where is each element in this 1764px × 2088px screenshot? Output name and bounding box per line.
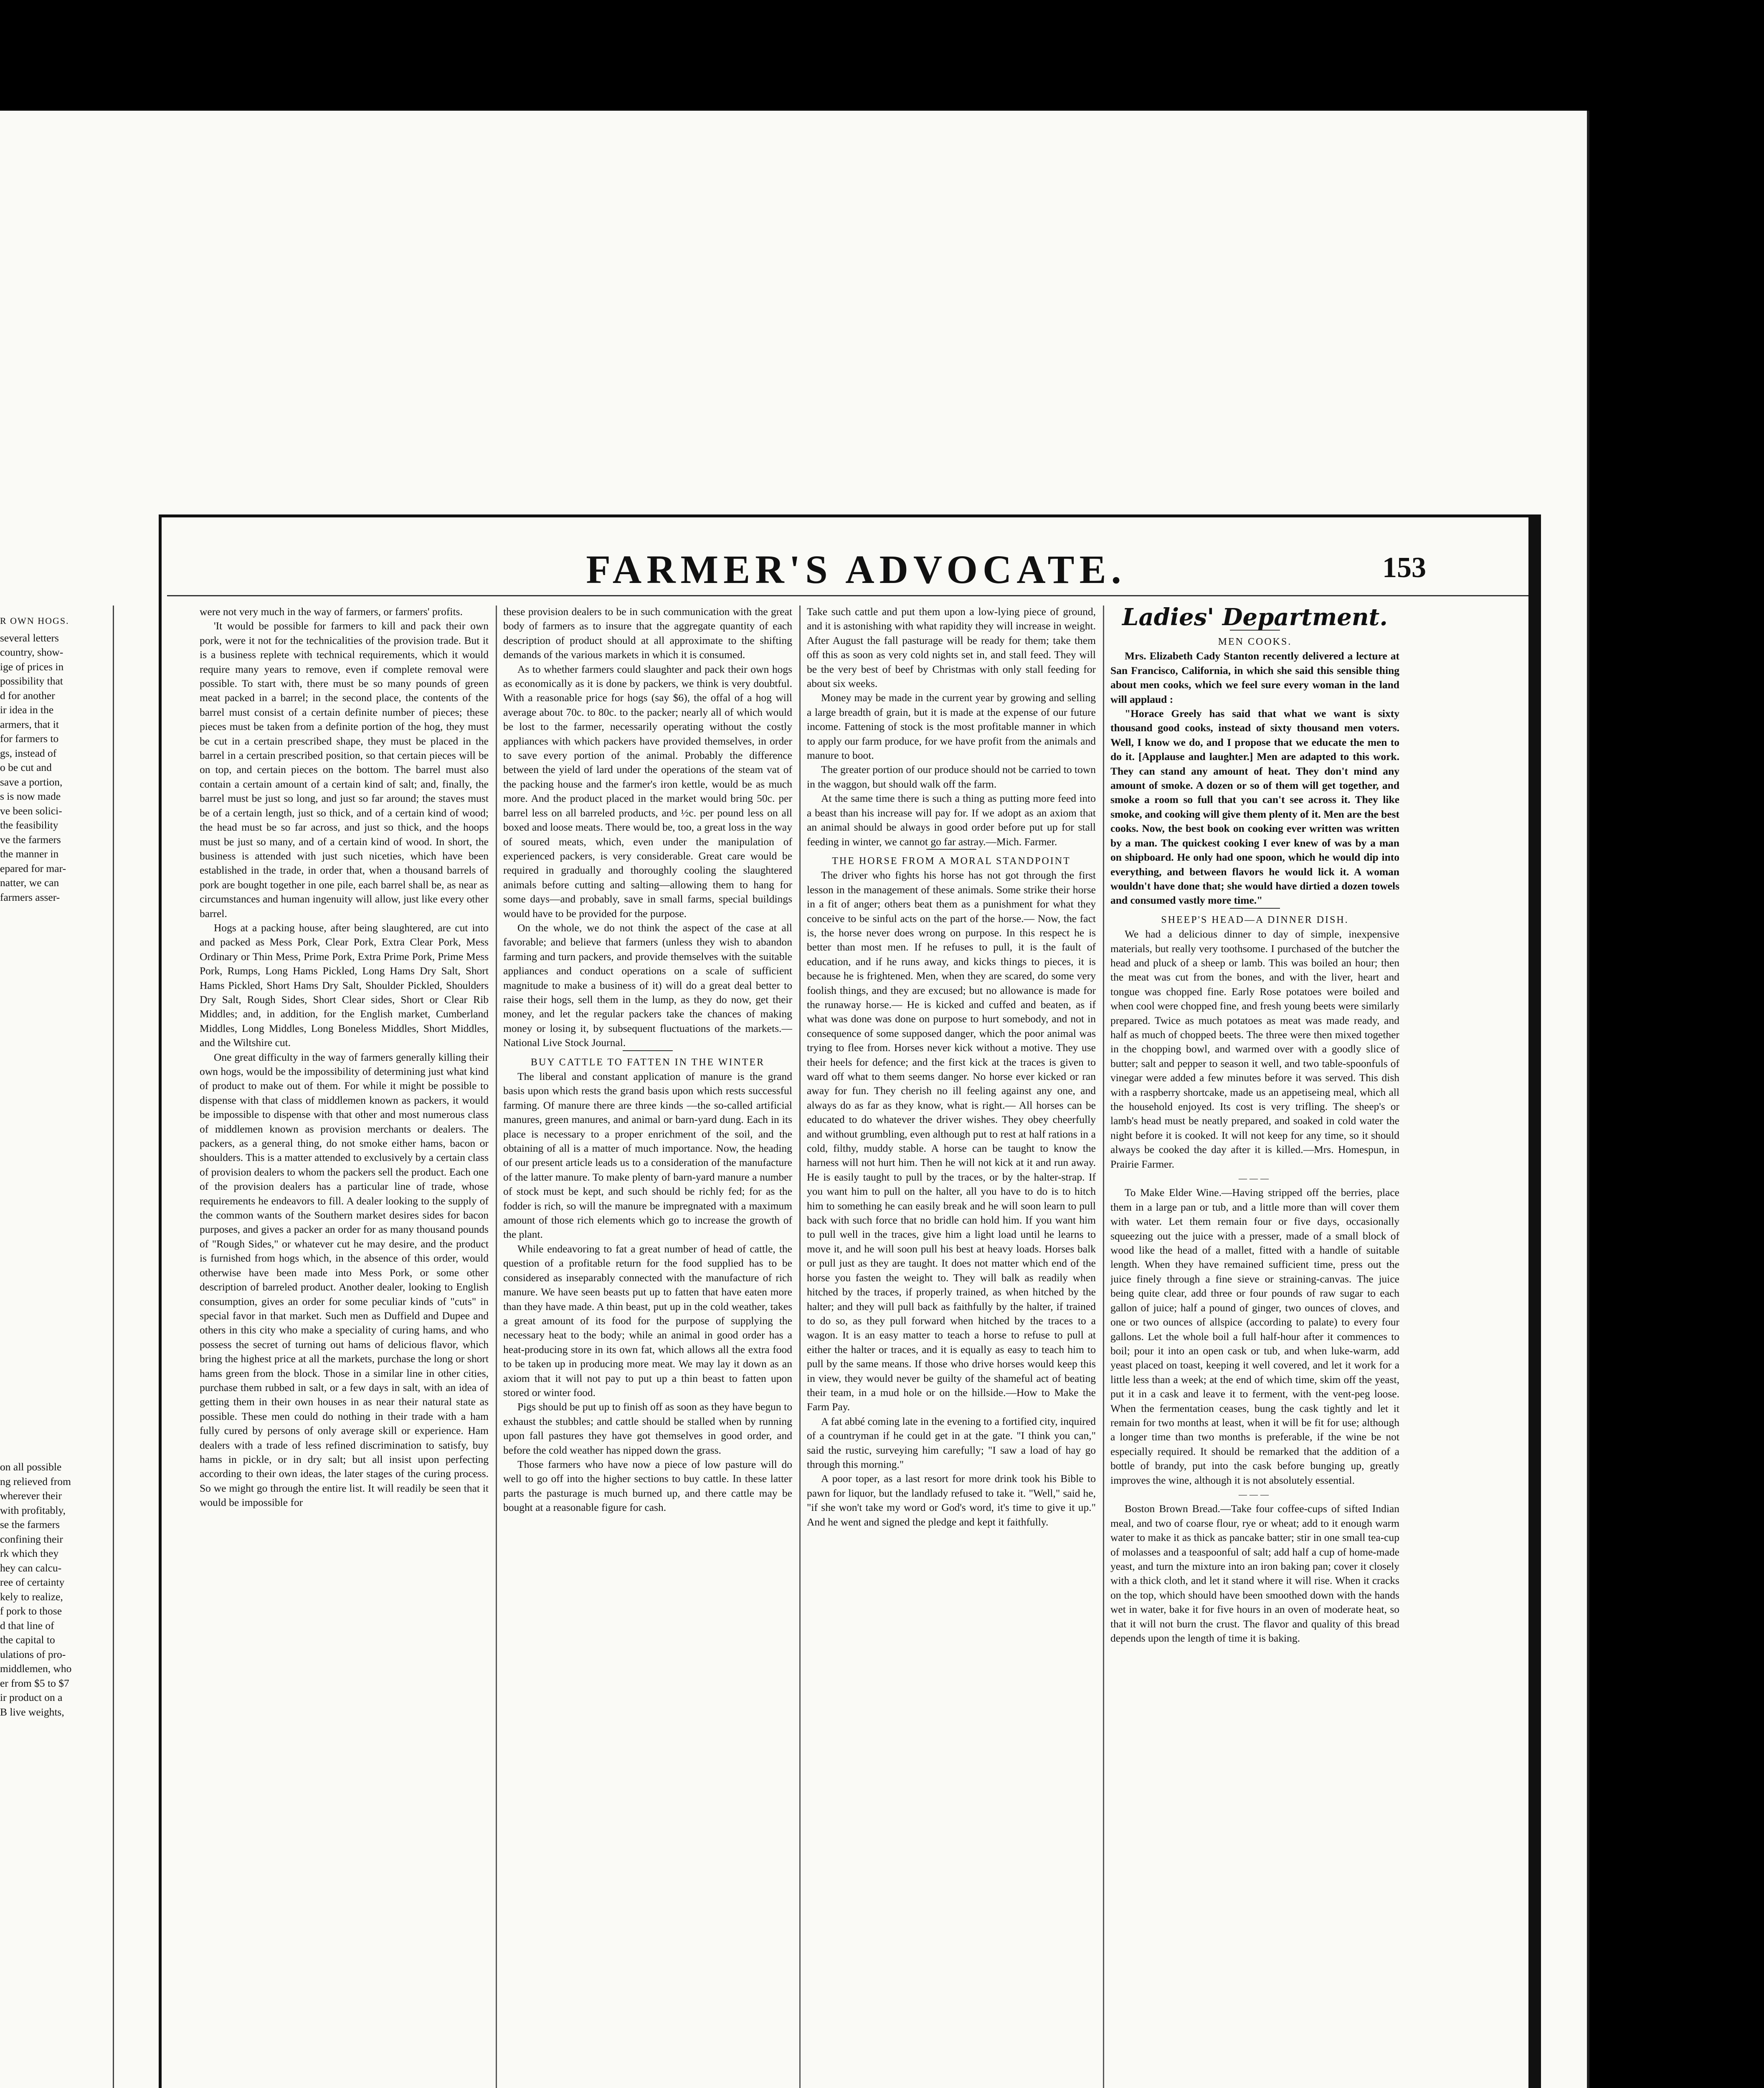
article-paragraph: were not very much in the way of farmers, or farmers' profits. <box>200 606 463 618</box>
fragment-line: middlemen, who <box>0 1662 72 1675</box>
column-2 <box>503 605 792 2088</box>
fragment-line: save a portion, <box>0 775 63 788</box>
fragment-line: ir product on a <box>0 1691 63 1703</box>
fragment-line: natter, we can <box>0 877 59 889</box>
elder-wine-text: To Make Elder Wine.—Having stripped off the berries, place them in a large pan or tub, and a little more than will cover them with water. Let them remain four or five days, occasionally squeezing out the juice with a presser, made of a small block of wood like the head of a mallet, fitted with a handle of suitable length. When they have remained sufficient time, press out the juice finely through a fine sieve or straining-canvas. The juice being quite clear, add three or four pounds of raw sugar to each gallon of juice; half a pound of ginger, two ounces of cloves, and one or two ounces of allspice (according to palate) to every four gallons. Let the whole boil a full half-hour after it commences to boil; pour it into an open cask or tub, and when luke-warm, add yeast placed on toast, keeping it well covered, and let it work for a little less than a week; at the end of which time, skim off the yeast, put it in a cask and leave it to ferment, with the vent-peg loose. When the fermentation ceases, bung the cask tightly and let it remain for two months at least, when it will be fit for use; although a longer time than two months is preferable, if the wine be not especially required. It should be remarked that the addition of a bottle of brandy, put into the cask before bunging up, greatly improves the wine, although it is not absolutely essential. <box>1110 1186 1399 1486</box>
fragment-line: f pork to those <box>0 1605 62 1617</box>
fragment-line: ree of certainty <box>0 1576 65 1588</box>
fragment-line: d for another <box>0 689 55 702</box>
column-separator <box>799 606 801 2088</box>
fragment-upper-text <box>0 631 109 905</box>
fragment-line: several letters <box>0 631 59 644</box>
fragment-line: B live weights, <box>0 1705 64 1718</box>
section-heading: BUY CATTLE TO FATTEN IN THE WINTER <box>503 1050 792 1069</box>
fragment-heading: R OWN HOGS. <box>0 616 69 626</box>
fragment-line: rk which they <box>0 1547 59 1559</box>
fragment-line: for farmers to <box>0 732 59 745</box>
fragment-line: epared for mar- <box>0 862 66 874</box>
fragment-line: se the farmers <box>0 1518 60 1531</box>
article-paragraph: On the whole, we do not think the aspect of the case at all favorable; and believe that farmers (unless they wish to abandon farming and turn packers, and provide themselves with the suitable appliances and conduct operations on a scale of sufficient magnitude to make a business of it) will do a great deal better to raise their hogs, sell them in the lump, as they do now, get their money, and let the regular packers take the chances of making money or losing it, by subsequent fluctuations of the markets.—National Live Stock Journal. <box>503 921 792 1049</box>
article-paragraph: Hogs at a packing house, after being slaughtered, are cut into and packed as Mess Pork, Clear Pork, Extra Clear Pork, Mess Ordinary or Thin Mess, Prime Pork, Extra Prime Pork, Prime Mess Pork, Rumps, Long Hams Pickled, Long Hams Dry Salt, Short Hams Pickled, Short Hams Dry Salt, Shoulder Pickled, Shoulders Dry Salt, Rough Sides, Short Clear sides, Short or Clear Rib Middles; and, in addition, for the English market, Cumberland Middles, Long Middles, Long Boneless Middles, Short Middles, and the Wiltshire cut. <box>200 921 489 1049</box>
brown-bread-text: Boston Brown Bread.—Take four coffee-cups of sifted Indian meal, and two of coarse flour, rye or wheat; add to it enough warm water to make it as thick as pancake batter; stir in one small tea-cup of molasses and a teaspoonful of salt; add half a cup of home-made yeast, and turn the mixture into an iron baking pan; cover it closely with a thick cloth, and let it stand where it will rise. When it cracks on the top, which should have been smoothed down with the hands wet in water, bake it for five hours in an oven of moderate heat, so that it will not burn the crust. The flavor and quality of this bread depends upon the length of time it is baking. <box>1110 1503 1399 1645</box>
fragment-line: ve the farmers <box>0 833 61 846</box>
column-separator <box>1103 606 1104 2088</box>
section-heading: THE HORSE FROM A MORAL STANDPOINT <box>807 849 1096 868</box>
article-paragraph: Money may be made in the current year by growing and selling a large breadth of grain, but it is made at the expense of our future income. Fattening of stock is the most profitable manner in which to apply our farm produce, for we have profit from the animals and manure to boot. <box>807 692 1096 762</box>
department-title: Ladies' Department. <box>1122 605 1388 631</box>
column-separator <box>496 606 497 2088</box>
fragment-line: gs, instead of <box>0 747 57 759</box>
sheeps-head-text: We had a delicious dinner to day of simple, inexpensive materials, but really very toothsome. I purchased of the butcher the head and pluck of a sheep or lamb. This was boiled an hour; then the meat was cut from the bones, and with the liver, heart and tongue was chopped fine. Early Rose potatoes were boiled and when cool were chopped fine, and fresh young beets were similarly prepared. Twice as much potatoes as meat was made ready, and half as much of chopped beets. The three were then mixed together in the chopping bowl, and warmed over with a goodly slice of butter; salt and pepper to season it well, and two table-spoonfuls of vinegar were added a few minutes before it was served. This dish with a raspberry shortcake, made us an appetiseing meal, which all the household enjoyed. Its cost is very trifling. The sheep's or lamb's head must be neatly prepared, and soaked in cold water the night before it is cooked. It will not keep for any time, so it should always be cooked the day after it is killed.—Mrs. Homespun, in Prairie Farmer. <box>1110 928 1399 1170</box>
fragment-line: the feasibility <box>0 819 58 831</box>
fragment-line: d that line of <box>0 1619 54 1632</box>
article-paragraph: A poor toper, as a last resort for more drink took his Bible to pawn for liquor, but the landlady refused to take it. "Well," said he, "if she won't take my word or God's word, it's time to give it up." And he went and signed the pledge and kept it faithfully. <box>807 1472 1096 1528</box>
article-paragraph: Those farmers who have now a piece of low pasture will do well to go off into the higher sections to buy cattle. In these latter parts the pasturage is much burned up, and there cattle may be bought at a reasonable figure for cash. <box>503 1458 792 1514</box>
article-paragraph: Take such cattle and put them upon a low-lying piece of ground, and it is astonishing with what rapidity they will increase in weight. After August the fall pasturage will be ready for them; take them off this as soon as very cold nights set in, and stall feed. They will be the very best of beef by Christmas with only stall feeding for about six weeks. <box>807 606 1096 690</box>
article-paragraph: One great difficulty in the way of farmers generally killing their own hogs, would be the impossibility of determining just what kind of product to make out of them. For while it might be possible to dispense with that class of middlemen known as packers, it would be impossible to dispense with that other and most numerous class of middlemen known as provision merchants or dealers. The packers, as a general thing, do not smoke either hams, bacon or shoulders. This is a matter attended to exclusively by a certain class of provision dealers to whom the packers sell the product. Each one of the provision dealers has a particular line of trade, whose requirements he endeavors to fill. A dealer looking to the supply of the common wants of the Southern market desires sides for bacon purposes, and gives a packer an order for as many thousand pounds of "Rough Sides," or whatever cut he may desire, and the product is furnished from hogs which, in the absence of this order, would otherwise have been made into Mess Pork, or some other description of barreled product. Another dealer, looking to English consumption, gives an order for some peculiar kinds of "cuts" in special favor in that market. Such men as Duffield and Dupee and others in this city who make a speciality of curing hams, and who possess the secret of turning out hams of delicious flavor, which bring the highest price at all the markets, purchase the long or short hams green from the block. Those in a similar line in other cities, purchase them rubbed in salt, or a few days in salt, with an idea of getting them in their own houses in as near their natural state as possible. These men could do nothing in their trade with a ham fully cured by persons of only average skill or experience. Ham dealers with a trade of less refined discrimination to satisfy, buy hams in pickle, or in dry salt; but all insist upon perfecting according to their own ideas, the later stages of the curing process. So we might go through the entire list. It will readily be seen that it would be impossible for <box>200 1051 489 1509</box>
fragment-line: farmers asser- <box>0 891 60 903</box>
article-paragraph: these provision dealers to be in such communication with the great body of farmers as to insure that the aggregate quantity of each description of product should at all approximate to the shifting demands of the various markets in which it is consumed. <box>503 606 792 661</box>
header-rule <box>167 595 1528 596</box>
fragment-line: hey can calcu- <box>0 1561 62 1574</box>
fragment-line: possibility that <box>0 675 63 687</box>
fragment-line: er from $5 to $7 <box>0 1677 69 1689</box>
fragment-line: country, show- <box>0 646 63 658</box>
page-number: 153 <box>1382 552 1426 584</box>
fragment-line: ir idea in the <box>0 704 54 716</box>
column-3 <box>807 605 1096 2088</box>
article-paragraph: A fat abbé coming late in the evening to a fortified city, inquired of a countryman if he could get in at the gate. "I think you can," said the rustic, surveying him carefully; "I saw a load of hay go through this morning." <box>807 1415 1096 1470</box>
article-paragraph: At the same time there is such a thing as putting more feed into a beast than his increase will pay for. If we adopt as an axiom that an animal should be always in good order before put up for stall feeding in winter, we cannot go far astray.—Mich. Farmer. <box>807 792 1096 848</box>
fragment-line: ulations of pro- <box>0 1648 66 1660</box>
sheeps-head-heading: SHEEP'S HEAD—A DINNER DISH. <box>1110 908 1399 927</box>
masthead-title: FARMER'S ADVOCATE. <box>586 547 1126 592</box>
article-paragraph: The driver who fights his horse has not got through the first lesson in the management of these animals. Some strike their horse in a fit of anger; others beat them as a punishment for what they conceive to be sinful acts on the part of the horse.— Now, the fact is, the horse never does wrong on purpose. In this respect he is better than most men. If he refuses to pull, it is the fault of education, and if he runs away, and kicks things to pieces, it is because he is frightened. Men, when they are scared, do some very foolish things, and they are excused; but no allowance is made for the runaway horse.— He is kicked and cuffed and beaten, as if what was done was done on purpose to hurt somebody, and not in consequence of some supposed danger, which the poor animal was trying to flee from. Horses never kick without a motive. They use their heels for defence; and the first kick at the traces is given to ward off what to them seems danger. No horse ever kicked or ran away for fun. They cherish no ill feeling against any one, and always do as far as they know, what is right.— All horses can be educated to do whatever the driver wishes. They obey cheerfully and without grumbling, even although put to rest at half rations in a cold, filthy, muddy stable. A horse can be taught to know the harness will not hurt him. Then he will not kick at it and run away. He is easily taught to pull by the traces, or by the halter-strap. If you want him to pull on the halter, all you have to do is to hitch him to something he can easily break and he will soon learn to pull back with such force that no bridle can hold him. If you want him to pull well in the traces, give him a light load until he learns to move it, and he will soon pull his best at heavy loads. Horses balk or pull just as they are taught. It does not matter which end of the horse you fasten the weight to. They will balk as readily when hitched by the traces, if properly trained, as when hitched by the halter; and they will pull back as faithfully by the halter, if trained to do so, as they pull forward when hitched by the traces to a wagon. It is an easy matter to teach a horse to refuse to pull at either the halter or traces, and it is equally as easy to teach him to pull by the same means. If those who drive horses would keep this in view, they would never be guilty of the shameful act of beating their team, in a mud hole or on the hillside.—How to Make the Farm Pay. <box>807 869 1096 1413</box>
article-paragraph: While endeavoring to fat a great number of head of cattle, the question of a profitable return for the food supplied has to be considered as inseparably connected with the manufacture of rich manure. We have seen beasts put up to fatten that have eaten more than they have made. A thin beast, put up in the cold weather, takes a great amount of its food for the purpose of supplying the necessary heat to the body; while an animal in good order has a heat-producing store in its own fat, which allows all the extra food to be taken up in producing more meat. We may lay it down as an axiom that it will not pay to put up a thin beast to fatten upon stored or winter food. <box>503 1242 792 1399</box>
article-paragraph: The liberal and constant application of manure is the grand basis upon which rests the grand basis upon which rests successful farming. Of manure there are three kinds —the so-called artificial manures, green manures, and animal or barn-yard dung. Each in its place is necessary to a proper enrichment of the soil, and the obtaining of all is a matter of much importance. Now, the heading of our present article leads us to a consideration of the manufacture of the latter manure. To make plenty of barn-yard manure a number of stock must be kept, and such should be richly fed; for as the fodder is rich, so will the manure be impregnated with a maximum amount of those rich elements which go to increase the growth of the plant. <box>503 1070 792 1241</box>
men-cooks-heading: MEN COOKS. <box>1110 630 1399 649</box>
fragment-rule <box>113 606 114 2088</box>
fragment-line: wherever their <box>0 1490 62 1502</box>
fragment-line: s is now made <box>0 790 61 802</box>
fragment-line: armers, that it <box>0 718 59 730</box>
fragment-line: the capital to <box>0 1634 55 1646</box>
fragment-line: on all possible <box>0 1461 62 1473</box>
article-paragraph: As to whether farmers could slaughter and pack their own hogs as economically as it is done by packers, we think is very doubtful. With a reasonable price for hogs (say $6), the offal of a hog will average about 70c. to 80c. to the packer; nearly all of which would be lost to the farmer, necessarily operating without the costly appliances with which packers have provided themselves, in order to save every portion of the animal. Probably the difference between the yield of lard under the operations of the steam vat of the packing house and the farmer's iron kettle, would be as much more. And the product placed in the market would bring 50c. per barrel less on all barreled products, and ½c. per pound less on all boxed and loose meats. There would be, too, a great loss in the way of soured meats, which, even under the manipulation of experienced packers, is very considerable. Great care would be required in gradually and thoroughly cooling the slaughtered animals before cutting and salting—allowing them to hang for some days—and probably, save in small farms, special buildings would have to be provided for the purpose. <box>503 663 792 920</box>
men-cooks-intro: Mrs. Elizabeth Cady Stanton recently delivered a lecture at San Francisco, California, in which she said this sensible thing about men cooks, which we feel sure every woman in the land will applaud : <box>1110 650 1399 705</box>
article-paragraph: Pigs should be put up to finish off as soon as they have begun to exhaust the stubbles; and cattle should be stalled when by running upon fall pastures they have got themselves in good order, and before the cold weather has nipped down the grass. <box>503 1401 792 1456</box>
fragment-line: o be cut and <box>0 761 52 773</box>
fragment-line: the manner in <box>0 848 59 860</box>
page-edge <box>1587 111 1589 2088</box>
article-paragraph: The greater portion of our produce should not be carried to town in the waggon, but should walk off the farm. <box>807 763 1096 790</box>
previous-page-fragment <box>0 614 109 2088</box>
fragment-line: kely to realize, <box>0 1590 63 1603</box>
fragment-line: confining their <box>0 1533 63 1545</box>
fragment-line: ve been solici- <box>0 804 62 817</box>
article-paragraph: 'It would be possible for farmers to kill and pack their own pork, were it not for the technicalities of the provision trade. But it is a business replete with technical requirements, which it would require many years to remove, even if complete removal were possible. To start with, there must be so many pounds of green meat packed in a barrel; in the second place, the contents of the barrel must consist of a certain definite number of pieces; these pieces must be taken from a definite portion of the hog, they must be cut in a certain prescribed shape, they must be placed in the barrel in a certain prescribed position, so that certain pieces will be on top, and certain pieces on the bottom. The barrel must also contain a certain amount of a certain kind of salt; and, finally, the barrel must be just so long, and just so far around; the staves must be of a certain length, just so thick, and of a certain kind of wood; the head must be so far across, and just so thick, and the hoops must be just so many, and of a certain kind of wood. In short, the business is attended with just such niceties, which have been established in the trade, in order that, when a thousand barrels of pork are bought together in one pile, each barrel shall be, as near as circumstances and human ingenuity will allow, just like every other barrel. <box>200 620 489 920</box>
men-cooks-quote: "Horace Greely has said that what we want is sixty thousand good cooks, instead of sixty thousand men voters. Well, I know we do, and I propose that we educate the men to do it. [Applause and laughter.] Men are adapted to this work. They can stand any amount of heat. They don't mind any amount of smoke. A dozen or so of them will get together, and smoke a room so full that you can't see across it. They like smoke, and cooking will give them plenty of it. Men are the best cooks. Now, the best book on cooking ever written was written by a man. The quickest cooking I ever knew of was by a man on shipboard. He only had one spoon, which he would dip into everything, and between flavors he would lick it. A woman wouldn't have done that; she would have dirtied a dozen towels and consumed vastly more time." <box>1110 707 1399 907</box>
fragment-line: ng relieved from <box>0 1475 71 1487</box>
column-1 <box>200 605 489 2088</box>
column-4-ladies-department: Ladies' Department. MEN COOKS. Mrs. Elizabeth Cady Stanton recently delivered a lecture at San Francisco, California, in which she said this sensible thing about men cooks, which we feel sure every woman in the land will applaud : "Horace Greely has said that what we want is sixty thousand good cooks, instead of sixty thousand men voters. Well, I know we do, and I propose that we educate the men to do it. [Applause and laughter.] Men are adapted to this work. They can stand any amount of heat. They don't mind any amount of smoke. A dozen or so of them will get together, and smoke a room so full that you can't see across it. They like smoke, and cooking will give them plenty of it. Men are the best cooks. Now, the best book on cooking ever written was written by a man. The quickest cooking I ever knew of was by a man on shipboard. He only had one spoon, which he would dip into everything, and between flavors he would lick it. A woman wouldn't have done that; she would have dirtied a dozen towels and consumed vastly more time." SHEEP'S HEAD—A DINNER DISH. We had a delicious dinner to day of simple, inexpensive materials, but really very toothsome. I purchased of the butcher the head and pluck of a sheep or lamb. This was boiled an hour; then the meat was cut from the bones, and with the liver, heart and tongue was chopped fine. Early Rose potatoes were boiled and when cool were chopped fine, and fresh young beets were similarly prepared. Twice as much potatoes as meat was made ready, and half as much of chopped beets. The three were then mixed together in the chopping bowl, and warmed over with a goodly slice of butter; salt and pepper to season it well, and two table-spoonfuls of vinegar were added a few minutes before it was served. This dish with a raspberry shortcake, made us an appetiseing meal, which all the household enjoyed. Its cost is very trifling. The sheep's or lamb's head must be neatly prepared, and soaked in cold water the night before it is cooked. It will not keep for any time, so it should always be cooked the day after it is killed.—Mrs. Homespun, in Prairie Farmer. ——— To Make Elder Wine.—Having stripped off the berries, place them in a large pan or tub, and a little more than will cover them with water. Let them remain four or five days, occasionally squeezing out the juice with a presser, made of a small block of wood like the head of a mallet, fitted with a handle of suitable length. When they have remained sufficient time, press out the juice finely through a fine sieve or straining-canvas. The juice being quite clear, add three or four pounds of raw sugar to each gallon of juice; half a pound of ginger, two ounces of cloves, and one or two ounces of allspice (according to palate) to every four gallons. Let the whole boil a full half-hour after it commences to boil; pour it into an open cask or tub, and when luke-warm, add yeast placed on toast, keeping it well covered, and let it work for a little less than a week; at the end of which time, skim off the yeast, put it in a cask and leave it to ferment, with the vent-peg loose. When the fermentation ceases, bung the cask tightly and let it remain for two months at least, when it will be fit for use; although a longer time than two months is preferable, if the wine be not especially required. It should be remarked that the addition of a bottle of brandy, put into the cask before bunging up, greatly improves the wine, although it is not absolutely essential. ——— Boston Brown Bread.—Take four coffee-cups of sifted Indian meal, and two of coarse flour, rye or wheat; add to it enough warm water to make it as thick as pancake batter; stir in one small tea-cup of molasses and a teaspoonful of salt; add half a cup of home-made yeast, and turn the mixture into an iron baking pan; cover it closely with a thick cloth, and let it stand where it will rise. When it cracks on the top, which should have been smoothed down with the hands wet in water, bake it for five hours in an oven of moderate heat, so that it will not burn the crust. The flavor and quality of this bread depends upon the length of time it is baking. <box>1110 605 1399 2088</box>
fragment-line: ige of prices in <box>0 660 64 673</box>
fragment-line: with profitably, <box>0 1504 66 1516</box>
fragment-lower-text <box>0 1460 109 1719</box>
